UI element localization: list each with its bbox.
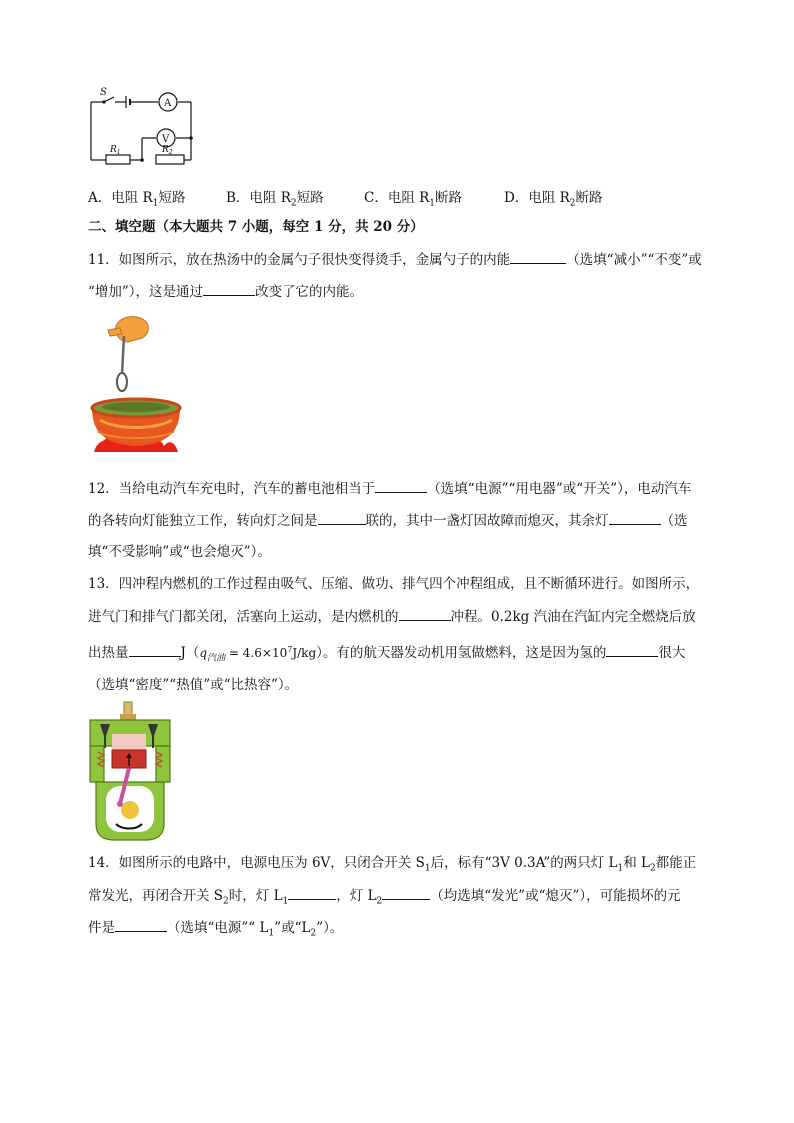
q13-blank-3[interactable] [606,642,658,657]
q13-line4: （选填“密度”“热值”或“比热容”）。 [88,677,299,693]
resistor-r2 [156,155,184,164]
q12-line3: 填“不受影响”或“也会熄灭”）。 [88,544,271,560]
q13-blank-1[interactable] [399,606,451,621]
q11-line1: 11．如图所示，放在热汤中的金属勺子很快变得烫手，金属勺子的内能 （选填“减小”“不变”或 [88,249,702,270]
q10-option-a: A．电阻 $R_1$短路 [88,190,186,209]
q11-soup-spoon-image [86,312,186,462]
q14-line2: 常发光，再闭合开关 $S_2$时，灯 $L_1$ ，灯 $L_2$ （均选填“发光”或“熄灭”），可能损坏的元 [88,885,681,912]
section-title: 二、填空题（本大题共 7 小题，每空 1 分，共 20 分） [88,219,424,235]
q11-line2: “增加”），这是通过 改变了它的内能。 [88,281,363,302]
q10-option-b: B．电阻 $R_2$短路 [226,190,324,209]
q10-option-d: D．电阻 $R_2$断路 [504,190,603,209]
q13-line1: 13．四冲程内燃机的工作过程由吸气、压缩、做功、排气四个冲程组成，且不断循环进行。如图所示， [88,576,700,592]
q14-line3: 件是 （选填“电源”“ $L_1$”或“$L_2$”）。 [88,917,343,944]
q11-blank-1[interactable] [510,249,566,264]
q11-blank-2[interactable] [203,281,255,296]
q14-blank-2[interactable] [382,885,430,900]
q13-line2: 进气门和排气门都关闭，活塞向上运动，是内燃机的 冲程。0.2kg 汽油在汽缸内完全燃烧后放 [88,606,696,627]
q14-blank-1[interactable] [288,885,336,900]
ammeter-label: A [164,98,172,109]
q10-circuit-diagram [86,86,196,166]
gasoline-heat-value-formula: $q_{汽油} = 4.6\times 10^7J/kg$ [199,645,317,664]
svg-text:R1: $R_1$ [110,145,121,156]
q12-line1: 12．当给电动汽车充电时，汽车的蓄电池相当于 （选填“电源”“用电器”或“开关”），电动汽车 [88,478,691,499]
q12-line2: 的各转向灯能独立工作，转向灯之间是 联的，其中一盏灯因故障而熄灭，其余灯 （选 [88,510,688,531]
svg-text:R2: $R_2$ [162,145,173,156]
switch-label: S [100,87,107,98]
q13-line3: 出热量 $J(q_{汽油} = 4.6\times 10^7J/kg)$。有的航天器发动机用氢做燃料，这是因为氢的 很大 [88,640,685,668]
q14-line1: 14．如图所示的电路中，电源电压为 6V，只闭合开关 $S_1$后，标有“3V 0.3A”的两只灯 $L_1$和 $L_2$都能正 [88,855,697,874]
q14-blank-3[interactable] [115,917,167,932]
q13-engine-image [86,700,176,842]
q13-blank-2[interactable] [129,642,181,657]
q12-blank-3[interactable] [609,510,661,525]
resistor-r1 [106,155,130,164]
q10-option-c: C．电阻 $R_1$断路 [364,190,463,209]
q12-blank-1[interactable] [375,478,427,493]
voltmeter-label: V [162,134,170,145]
q12-blank-2[interactable] [318,510,366,525]
